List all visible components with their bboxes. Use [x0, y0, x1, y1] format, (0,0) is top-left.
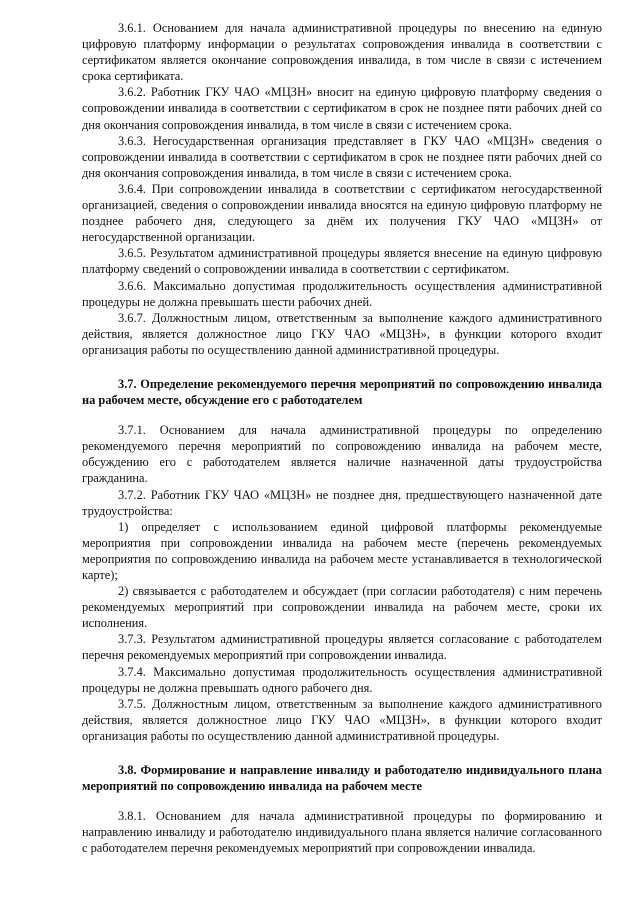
document-page — [82, 20, 602, 857]
section-heading-3-8: 3.8. Формирование и направление инвалиду и работодателю индивидуального плана мероприятий по сопровождению инвалида на рабочем месте — [82, 763, 602, 794]
list-item-3-7-2-1: 1) определяет с использованием единой цифровой платформы рекомендуемые мероприятия при сопровождении инвалида на рабочем месте (перечень рекомендуемых мероприятия по сопровождению инвалида на рабочем месте устанавливается в технологической карте); — [82, 519, 602, 582]
paragraph-3-8-1: 3.8.1. Основанием для начала административной процедуры по формированию и направлению инвалиду и работодателю индивидуального плана является наличие согласованного с работодателем перечня рекомендуемых мероприятий при сопровождении инвалида. — [82, 809, 602, 856]
paragraph-3-7-1: 3.7.1. Основанием для начала административной процедуры по определению рекомендуемого перечня мероприятий по сопровождению инвалида на рабочем месте, обсуждению его с работодателем является наличие назначенной даты трудоустройства гражданина. — [82, 423, 602, 486]
paragraph-3-6-7: 3.6.7. Должностным лицом, ответственным за выполнение каждого административного действия, является должностное лицо ГКУ ЧАО «МЦЗН», в функции которого входит организация работы по осуществлению данной административной процедуры. — [82, 310, 602, 357]
paragraph-3-6-6: 3.6.6. Максимально допустимая продолжительность осуществления административной процедуры не должна превышать шести рабочих дней. — [82, 278, 602, 309]
paragraph-3-6-1: 3.6.1. Основанием для начала административной процедуры по внесению на единую цифровую платформу информации о результатах сопровождения инвалида в соответствии с сертификатом является окончание сопровождения инвалида, в том числе в связи с истечением срока сертификата. — [82, 21, 602, 84]
paragraph-3-6-3: 3.6.3. Негосударственная организация представляет в ГКУ ЧАО «МЦЗН» сведения о сопровождении инвалида в соответствии с сертификатом в срок не позднее пяти рабочих дней со дня окончания сопровождения инвалида, в том числе в связи с истечением срока. — [82, 133, 602, 180]
paragraph-3-7-5: 3.7.5. Должностным лицом, ответственным за выполнение каждого административного действия, является должностное лицо ГКУ ЧАО «МЦЗН», в функции которого входит организация работы по осуществлению данной административной процедуры. — [82, 696, 602, 743]
spacer — [82, 744, 602, 762]
paragraph-3-6-5: 3.6.5. Результатом административной процедуры является внесение на единую цифровую платформу сведений о сопровождении инвалида в соответствии с сертификатом. — [82, 246, 602, 277]
spacer — [82, 408, 602, 422]
spacer — [82, 358, 602, 376]
paragraph-3-6-2: 3.6.2. Работник ГКУ ЧАО «МЦЗН» вносит на единую цифровую платформу сведения о сопровождении инвалида в соответствии с сертификатом в срок не позднее пяти рабочих дней со дня окончания сопровождения инвалида, в том числе в связи с истечением срока. — [82, 85, 602, 132]
section-heading-3-7: 3.7. Определение рекомендуемого перечня мероприятий по сопровождению инвалида на рабочем месте, обсуждение его с работодателем — [82, 376, 602, 408]
paragraph-3-7-3: 3.7.3. Результатом административной процедуры является согласование с работодателем перечня рекомендуемых мероприятий при сопровождении инвалида. — [82, 632, 602, 663]
paragraph-3-6-4: 3.6.4. При сопровождении инвалида в соответствии с сертификатом негосударственной организацией, сведения о сопровождении инвалида вносятся на единую цифровую платформу не позднее рабочего дня, следующего за днём их получения ГКУ ЧАО «МЦЗН» от негосударственной организации. — [82, 181, 602, 245]
paragraph-3-7-2: 3.7.2. Работник ГКУ ЧАО «МЦЗН» не позднее дня, предшествующего назначенной дате трудоустройства: — [82, 487, 602, 518]
list-item-3-7-2-2: 2) связывается с работодателем и обсуждает (при согласии работодателя) с ним перечень рекомендуемых мероприятий при сопровождении инвалида на рабочем месте, сроки их исполнения. — [82, 584, 602, 631]
paragraph-3-7-4: 3.7.4. Максимально допустимая продолжительность осуществления административной процедуры не должна превышать одного рабочего дня. — [82, 664, 602, 695]
spacer — [82, 794, 602, 808]
